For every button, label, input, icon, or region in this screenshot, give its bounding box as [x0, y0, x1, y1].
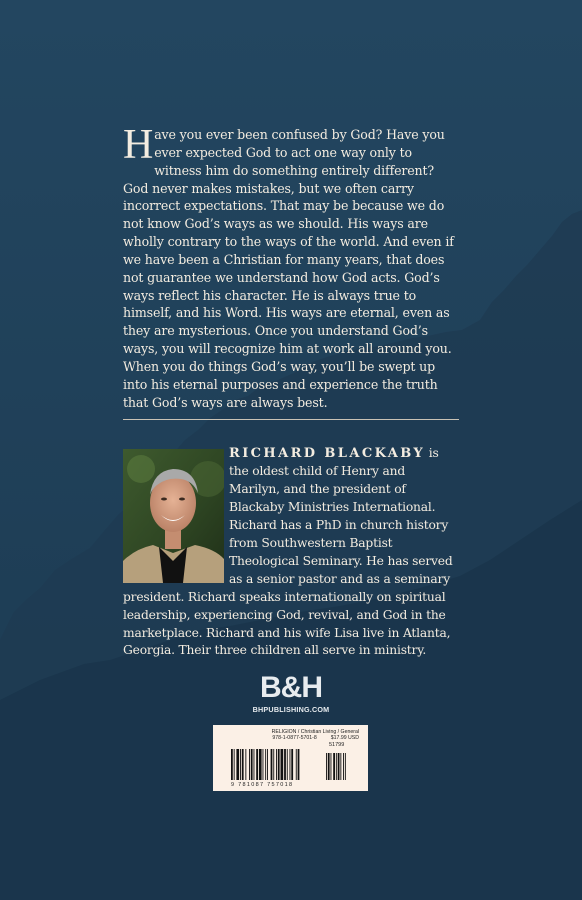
author-name: RICHARD BLACKABY [229, 446, 426, 461]
barcode-price: $17.99 USD [330, 735, 359, 741]
publisher-logo-mark: B&H [260, 671, 322, 704]
barcode-panel [213, 725, 368, 791]
barcode-ean-digits: 9 781087 757018 [231, 782, 294, 788]
dropcap-letter: H [123, 122, 154, 168]
publisher-logo [247, 673, 335, 714]
barcode-isbn: 978-1-0877-5701-8 [272, 735, 317, 741]
author-bio [123, 445, 459, 660]
barcode-isbn-row [219, 735, 359, 741]
back-cover-blurb [123, 122, 459, 412]
barcode-category: RELIGION / Christian Living / General [271, 729, 359, 735]
publisher-url: BHPUBLISHING.COM [252, 705, 330, 714]
barcode-price-code: 51799 [329, 742, 345, 748]
section-divider [123, 419, 459, 420]
author-bio-text: is the oldest child of Henry and Marilyn, and the president of Blackaby Ministries International. Richard has a PhD in church history from Southwestern Baptist Theological Seminary. He has served as a senior pastor and as a seminary president. Richard speaks internationally on spiritual leadership, experiencing God, revival, and God in the marketplace. Richard and his wife Lisa live in Atlanta, Georgia. Their three children all serve in ministry. [123, 446, 453, 658]
barcode-bars [231, 749, 351, 781]
photo-space [123, 445, 229, 583]
blurb-text: ave you ever been confused by God? Have you ever expected God to act one way only to witness him do something entirely different? God never makes mistakes, but we often carry incorrect expectations. That may be because we do not know God’s ways as we should. His ways are wholly contrary to the ways of the world. And even if we have been a Christian for many years, that does not guarantee we understand how God acts. God’s ways reflect his character. He is always true to himself, and his Word. His ways are eternal, even as they are mysterious. Once you understand God’s ways, you will recognize him at work all around you. When you do things God’s way, you’ll be swept up into his eternal purposes and experience the truth that God’s ways are always best. [123, 127, 454, 410]
